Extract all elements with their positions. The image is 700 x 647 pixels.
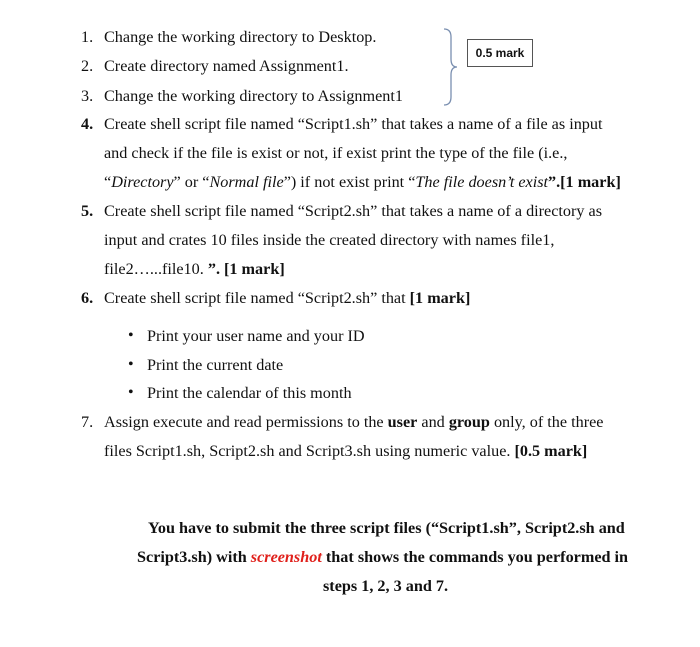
marks-box: 0.5 mark [467,39,533,67]
directory-term: Directory [111,173,174,191]
text-fragment: file2…...file10. [104,260,208,278]
item-text-line2: and check if the file is exist or not, if exist print the type of the file (i.e., [104,144,568,162]
group-term: group [448,413,490,431]
text-fragment: ” or “ [173,173,210,191]
text-fragment: and [417,413,449,431]
item-text-line1 [104,288,470,308]
item-text-line3 [104,172,621,192]
item-text-line1: Create shell script file named “Script2.sh” that takes a name of a directory as [104,202,603,220]
footer-line3: steps 1, 2, 3 and 7. [323,577,449,595]
item-text: Create directory named Assignment1. [104,57,349,75]
text-fragment: ”) if not exist print “ [283,173,416,191]
text-fragment: Assign execute and read permissions to the [104,413,388,431]
mark-label: [1 mark] [409,289,471,307]
item-text-line2: input and crates 10 files inside the created directory with names file1, [104,231,555,249]
normal-file-term: Normal file [209,173,284,191]
footer-line2 [0,547,700,567]
right-brace-icon [440,27,462,107]
mark-label: ”.[1 mark] [548,173,621,191]
footer-line1: You have to submit the three script files (“Script1.sh”, Script2.sh and [148,519,625,537]
item-text-line1: Create shell script file named “Script1.sh” that takes a name of a file as input [104,115,603,133]
bullet-text: Print the current date [147,356,284,374]
bullet-icon: • [128,327,134,344]
bullet-icon: • [128,356,134,373]
item-number: 6. [81,289,94,307]
text-fragment: Script3.sh) with [137,548,251,566]
item-number: 5. [81,202,94,220]
not-exist-message: The file doesn’t exist [415,173,549,191]
item-number: 2. [81,57,94,75]
item-text-line1 [104,412,603,432]
item-text: Change the working directory to Desktop. [104,28,377,46]
text-fragment: “ [104,173,112,191]
bullet-text: Print the calendar of this month [147,384,352,402]
text-fragment: Create shell script file named “Script2.sh” that [104,289,410,307]
item-number: 3. [81,87,94,105]
mark-label: ”. [1 mark] [207,260,285,278]
mark-label: [0.5 mark] [514,442,588,460]
item-number: 7. [81,413,94,431]
text-fragment: files Script1.sh, Script2.sh and Script3.sh using numeric value. [104,442,515,460]
text-fragment: that shows the commands you performed in [321,548,629,566]
item-text: Change the working directory to Assignment1 [104,87,403,105]
bullet-text: Print your user name and your ID [147,327,365,345]
bullet-icon: • [128,384,134,401]
item-text-line3 [104,259,285,279]
text-fragment: only, of the three [489,413,604,431]
item-number: 1. [81,28,94,46]
screenshot-term: screenshot [250,548,322,566]
item-number: 4. [81,115,94,133]
user-term: user [387,413,418,431]
item-text-line2 [104,441,587,461]
